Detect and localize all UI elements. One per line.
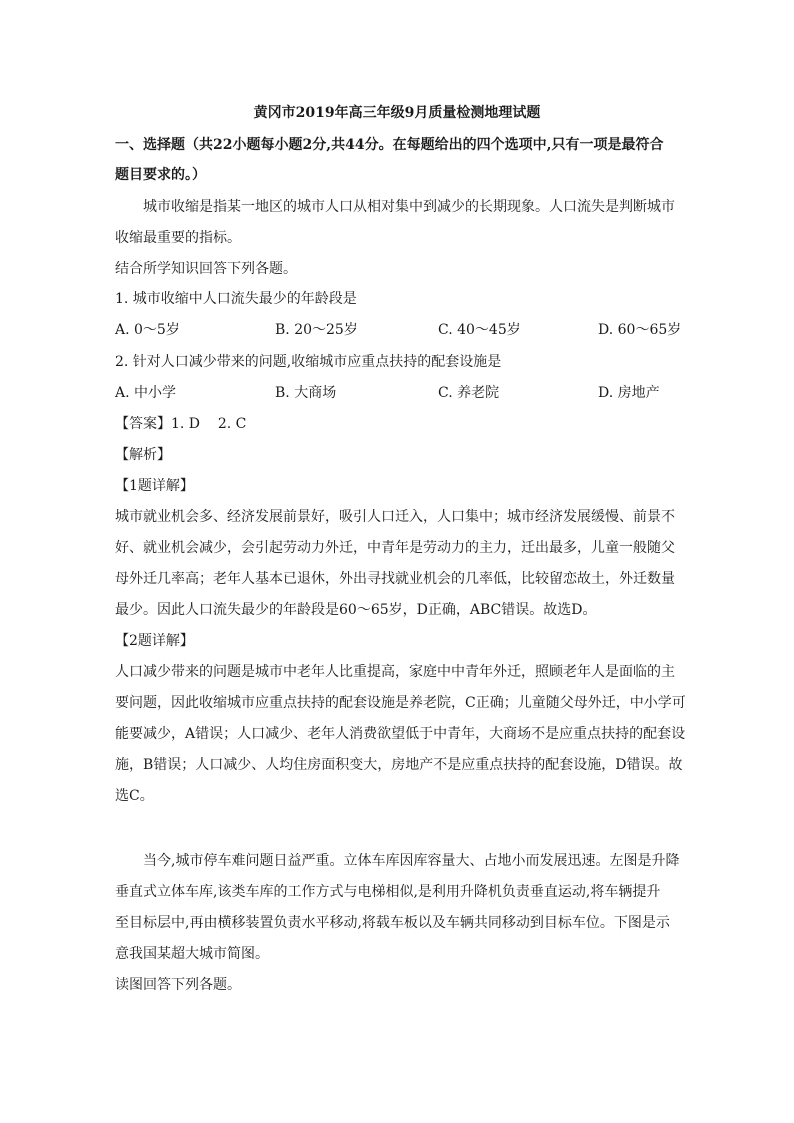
question-1-option-d: D. 60～65岁 [598,322,682,338]
detail-2-heading: 【2题详解】 [115,633,194,649]
section-heading-line-2: 题目要求的。） [115,167,206,183]
detail-2-line-4: 施，B错误；人口减少、人均住房面积变大，房地产不是应重点扶持的配套设施，D错误。故 [115,757,683,773]
detail-1-line-3: 母外迁几率高；老年人基本已退休，外出寻找就业机会的几率低，比较留恋故土，外迁数量 [115,571,675,587]
question-2-option-d: D. 房地产 [598,385,660,401]
detail-1-line-4: 最少。因此人口流失最少的年龄段是60～65岁，D正确，ABC错误。故选D。 [115,602,597,618]
question-1-option-a: A. 0～5岁 [115,322,180,338]
detail-1-line-1: 城市就业机会多、经济发展前景好，吸引人口迁入，人口集中；城市经济发展缓慢、前景不 [115,509,675,525]
passage2-line-4: 意我国某超大城市简图。 [115,946,269,962]
detail-2-line-5: 选C。 [115,788,154,804]
passage1-line-1: 城市收缩是指某一地区的城市人口从相对集中到减少的长期现象。人口流失是判断城市 [143,199,675,215]
passage2-line-1: 当今,城市停车难问题日益严重。立体车库因库容量大、占地小而发展迅速。左图是升降 [143,853,680,869]
passage1-line-2: 收缩最重要的指标。 [115,230,241,246]
question-2-stem: 2. 针对人口减少带来的问题,收缩城市应重点扶持的配套设施是 [115,354,502,370]
question-1-option-b: B. 20～25岁 [275,322,358,338]
passage2-line-2: 垂直式立体车库,该类车库的工作方式与电梯相似,是利用升降机负责垂直运动,将车辆提升 [115,884,661,900]
detail-1-heading: 【1题详解】 [115,478,194,494]
passage1-line-3: 结合所学知识回答下列各题。 [115,261,297,277]
passage2-line-5: 读图回答下列各题。 [115,977,241,993]
question-2-option-a: A. 中小学 [115,385,177,401]
detail-2-line-1: 人口减少带来的问题是城市中老年人比重提高，家庭中中青年外迁，照顾老年人是面临的主 [115,664,675,680]
passage2-line-3: 至目标层中,再由横移装置负责水平移动,将载车板以及车辆共同移动到目标车位。下图是示 [115,915,670,931]
detail-2-line-3: 能要减少，A错误；人口减少、老年人消费欲望低于中青年，大商场不是应重点扶持的配套设 [115,726,686,742]
detail-2-line-2: 要问题，因此收缩城市应重点扶持的配套设施是养老院，C正确；儿童随父母外迁，中小学可 [115,695,686,711]
question-1-stem: 1. 城市收缩中人口流失最少的年龄段是 [115,291,357,307]
analysis-heading: 【解析】 [115,447,171,463]
question-2-option-b: B. 大商场 [275,385,337,401]
question-2-option-c: C. 养老院 [438,385,500,401]
section-heading-line-1: 一、选择题（共22小题每小题2分,共44分。在每题给出的四个选项中,只有一项是最符合 [115,137,664,153]
question-1-option-c: C. 40～45岁 [438,322,521,338]
page-title: 黄冈市2019年高三年级9月质量检测地理试题 [253,105,541,121]
answer-line: 【答案】1. D 2. C [115,416,247,432]
detail-1-line-2: 好、就业机会减少，会引起劳动力外迁，中青年是劳动力的主力，迁出最多，儿童一般随父 [115,540,675,556]
